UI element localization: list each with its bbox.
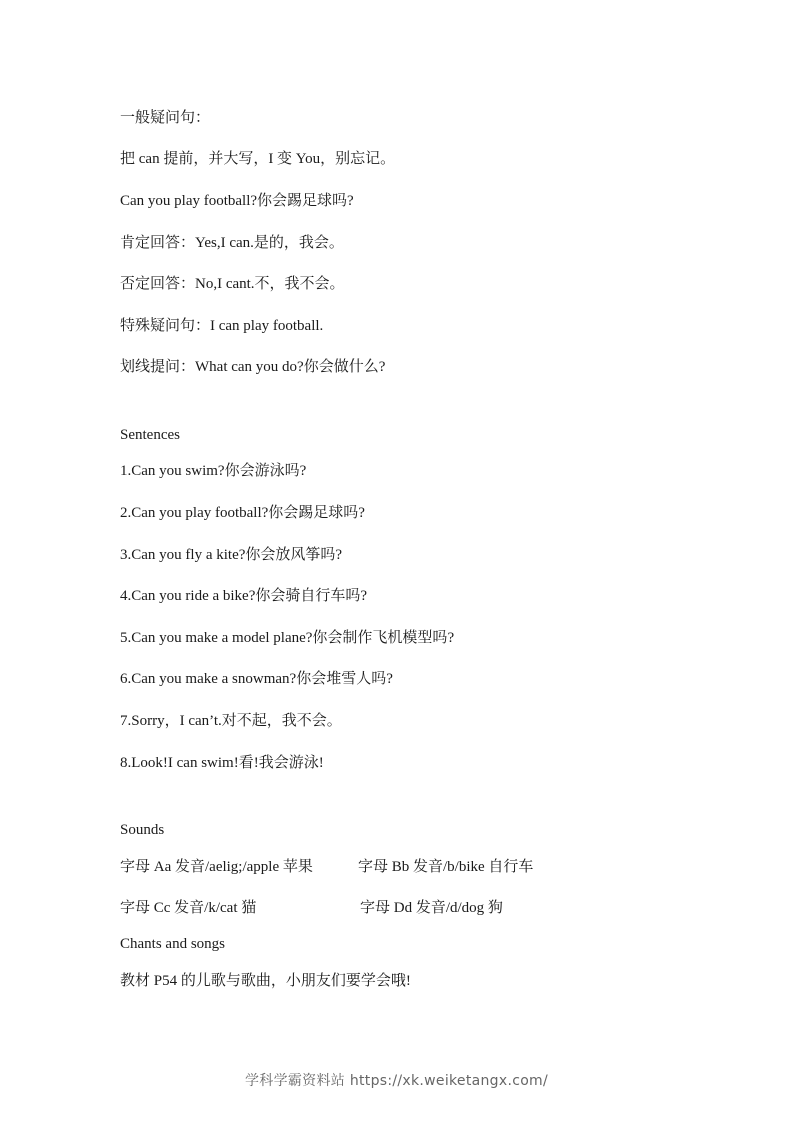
grammar-negative: 否定回答：No,I cant.不，我不会。	[120, 276, 345, 292]
grammar-affirmative: 肯定回答：Yes,I can.是的，我会。	[120, 235, 344, 251]
chants-heading: Chants and songs	[120, 936, 225, 952]
sound-cc: 字母 Cc 发音/k/cat 猫	[120, 900, 257, 916]
sentence-item: 6.Can you make a snowman?你会堆雪人吗?	[120, 671, 393, 687]
grammar-special: 特殊疑问句：I can play football.	[120, 318, 324, 334]
sound-bb: 字母 Bb 发音/b/bike 自行车	[358, 859, 534, 875]
grammar-heading: 一般疑问句：	[120, 110, 211, 126]
sounds-heading: Sounds	[120, 822, 165, 838]
page-footer: 学科学霸资料站 https://xk.weiketangx.com/	[244, 1073, 549, 1089]
sentence-item: 4.Can you ride a bike?你会骑自行车吗?	[120, 588, 368, 604]
sentence-item: 7.Sorry，I can’t.对不起，我不会。	[120, 713, 342, 729]
sentence-item: 5.Can you make a model plane?你会制作飞机模型吗?	[120, 630, 455, 646]
grammar-underline: 划线提问：What can you do?你会做什么?	[120, 359, 386, 375]
sentence-item: 3.Can you fly a kite?你会放风筝吗?	[120, 547, 343, 563]
chants-text: 教材 P54 的儿歌与歌曲，小朋友们要学会哦!	[120, 973, 411, 989]
sound-dd: 字母 Dd 发音/d/dog 狗	[360, 900, 503, 916]
grammar-example: Can you play football?你会踢足球吗?	[120, 193, 354, 209]
sentence-item: 2.Can you play football?你会踢足球吗?	[120, 505, 365, 521]
sentence-item: 8.Look!I can swim!看!我会游泳!	[120, 755, 324, 771]
sentence-item: 1.Can you swim?你会游泳吗?	[120, 463, 307, 479]
sentences-heading: Sentences	[120, 427, 180, 443]
grammar-rule: 把 can 提前，并大写，I 变 You，别忘记。	[120, 151, 396, 167]
sound-aa: 字母 Aa 发音/aelig;/apple 苹果	[120, 859, 313, 875]
